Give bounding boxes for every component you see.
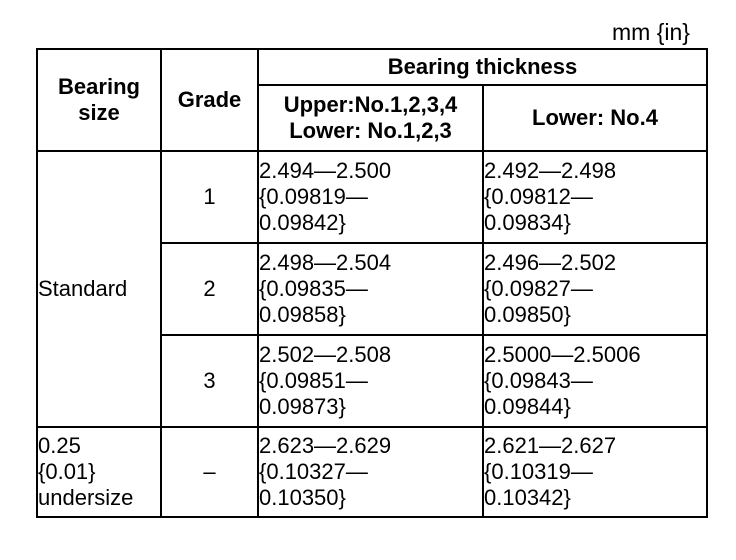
grade-cell: 2 bbox=[161, 243, 258, 335]
header-upper: Upper:No.1,2,3,4 Lower: No.1,2,3 bbox=[258, 85, 483, 151]
header-grade: Grade bbox=[161, 49, 258, 151]
unit-label: mm {in} bbox=[612, 19, 690, 45]
grade-cell: 1 bbox=[161, 151, 258, 243]
size-cell-undersize: 0.25 {0.01} undersize bbox=[37, 427, 161, 517]
lower-thickness-cell: 2.492—2.498 {0.09812— 0.09834} bbox=[483, 151, 707, 243]
header-lower: Lower: No.4 bbox=[483, 85, 707, 151]
lower-thickness-cell: 2.496—2.502 {0.09827— 0.09850} bbox=[483, 243, 707, 335]
lower-thickness-cell: 2.5000—2.5006 {0.09843— 0.09844} bbox=[483, 335, 707, 427]
grade-cell: – bbox=[161, 427, 258, 517]
bearing-thickness-table bbox=[36, 48, 708, 518]
upper-thickness-cell: 2.494—2.500 {0.09819— 0.09842} bbox=[258, 151, 483, 243]
upper-thickness-cell: 2.623—2.629 {0.10327— 0.10350} bbox=[258, 427, 483, 517]
table-row bbox=[37, 151, 707, 243]
header-row-1 bbox=[37, 49, 707, 85]
header-bearing-thickness: Bearing thickness bbox=[258, 49, 707, 85]
lower-thickness-cell: 2.621—2.627 {0.10319— 0.10342} bbox=[483, 427, 707, 517]
header-bearing-size: Bearing size bbox=[37, 49, 161, 151]
table-row bbox=[37, 427, 707, 517]
upper-thickness-cell: 2.498—2.504 {0.09835— 0.09858} bbox=[258, 243, 483, 335]
size-cell-standard: Standard bbox=[37, 151, 161, 427]
upper-thickness-cell: 2.502—2.508 {0.09851— 0.09873} bbox=[258, 335, 483, 427]
grade-cell: 3 bbox=[161, 335, 258, 427]
